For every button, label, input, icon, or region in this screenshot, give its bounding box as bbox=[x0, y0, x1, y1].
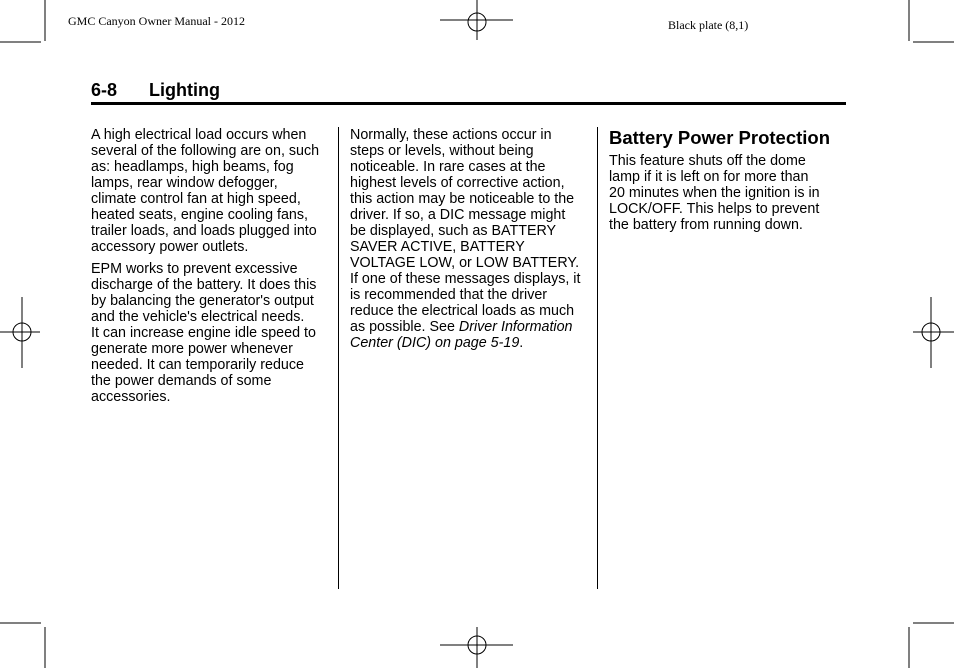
text-line bbox=[350, 319, 590, 335]
text-line: several of the following are on, such bbox=[91, 143, 320, 159]
text-line: lamps, rear window defogger, bbox=[91, 175, 278, 191]
column-divider bbox=[597, 127, 598, 589]
text-line: steps or levels, without being bbox=[350, 143, 534, 159]
paragraph bbox=[91, 261, 331, 405]
text-line: lamp if it is left on for more than bbox=[609, 169, 809, 185]
text-line: by balancing the generator's output bbox=[91, 293, 314, 309]
text-line: SAVER ACTIVE, BATTERY bbox=[350, 239, 525, 255]
text-line: It can increase engine idle speed to bbox=[91, 325, 316, 341]
text-line bbox=[350, 335, 590, 351]
plate-label: Black plate (8,1) bbox=[668, 18, 749, 32]
paragraph bbox=[91, 127, 331, 255]
page-number: 6-8 bbox=[91, 80, 118, 100]
section-header bbox=[91, 80, 846, 105]
text-line: heated seats, engine cooling fans, bbox=[91, 207, 308, 223]
text-line: Normally, these actions occur in bbox=[350, 127, 552, 143]
text-line: 20 minutes when the ignition is in bbox=[609, 185, 820, 201]
text-line: noticeable. In rare cases at the bbox=[350, 159, 546, 175]
text-line: this action may be noticeable to the bbox=[350, 191, 575, 207]
column-2 bbox=[350, 127, 590, 357]
text-line: VOLTAGE LOW, or LOW BATTERY. bbox=[350, 255, 580, 271]
text-line: be displayed, such as BATTERY bbox=[350, 223, 557, 239]
text-line: climate control fan at high speed, bbox=[91, 191, 301, 207]
text-line: the power demands of some bbox=[91, 373, 272, 389]
text-line: as: headlamps, high beams, fog bbox=[91, 159, 294, 175]
text-line: highest levels of corrective action, bbox=[350, 175, 565, 191]
subsection-heading: Battery Power Protection bbox=[609, 127, 831, 148]
column-divider bbox=[338, 127, 339, 589]
text-line: If one of these messages displays, it bbox=[350, 271, 581, 287]
text-line: reduce the electrical loads as much bbox=[350, 303, 575, 319]
cross-reference-link[interactable]: Center (DIC) on page 5-19 bbox=[350, 335, 520, 351]
column-3 bbox=[609, 127, 839, 239]
text-line: is recommended that the driver bbox=[350, 287, 548, 303]
paragraph bbox=[350, 127, 590, 351]
text-line: accessories. bbox=[91, 389, 171, 405]
text-line: LOCK/OFF. This helps to prevent bbox=[609, 201, 820, 217]
paragraph bbox=[609, 153, 839, 233]
text-fragment: . bbox=[519, 335, 524, 351]
text-line: driver. If so, a DIC message might bbox=[350, 207, 566, 223]
section-title: Lighting bbox=[149, 80, 220, 100]
text-line: generate more power whenever bbox=[91, 341, 293, 357]
manual-title: GMC Canyon Owner Manual - 2012 bbox=[68, 14, 245, 28]
text-line: discharge of the battery. It does this bbox=[91, 277, 317, 293]
text-line: trailer loads, and loads plugged into bbox=[91, 223, 317, 239]
text-line: This feature shuts off the dome bbox=[609, 153, 806, 169]
text-line: the battery from running down. bbox=[609, 217, 803, 233]
text-line: and the vehicle's electrical needs. bbox=[91, 309, 305, 325]
text-line: needed. It can temporarily reduce bbox=[91, 357, 304, 373]
text-line: A high electrical load occurs when bbox=[91, 127, 307, 143]
column-1 bbox=[91, 127, 331, 411]
cross-reference-link[interactable]: Driver Information bbox=[458, 319, 573, 335]
text-line: accessory power outlets. bbox=[91, 239, 249, 255]
text-fragment: as possible. See bbox=[350, 319, 459, 335]
text-line: EPM works to prevent excessive bbox=[91, 261, 298, 277]
